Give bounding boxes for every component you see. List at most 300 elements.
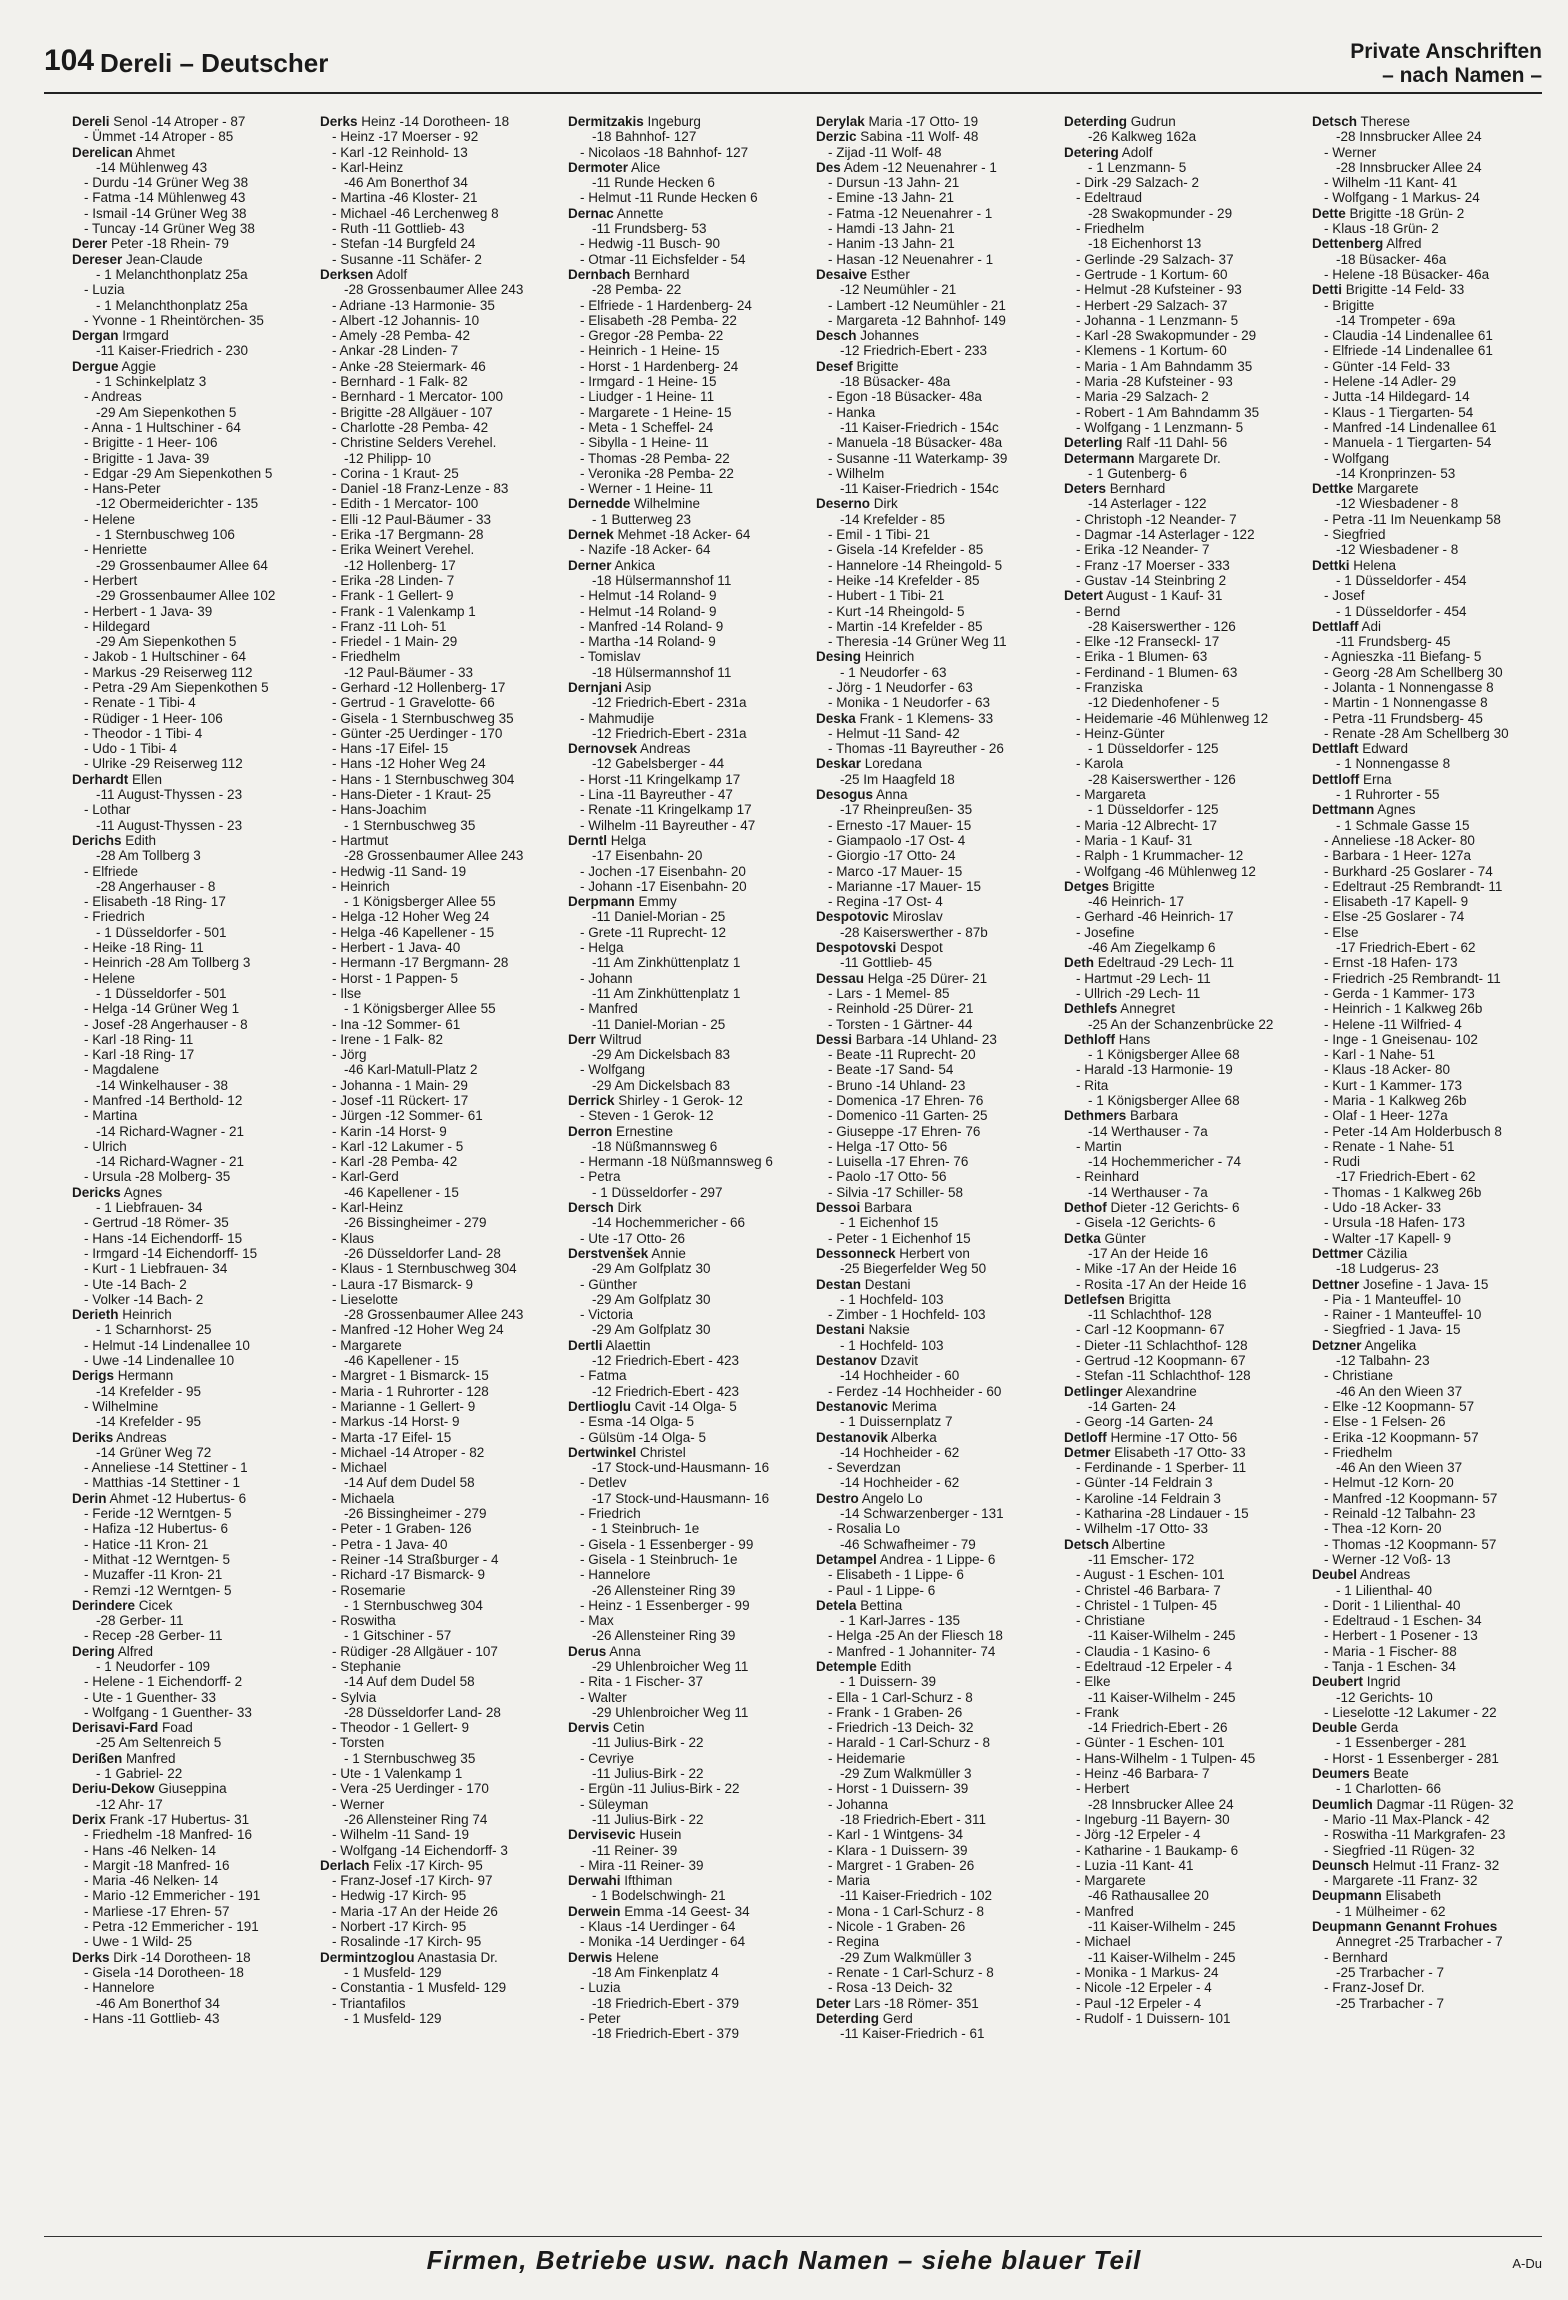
entry-text: - Mario -12 Emmericher - 191 (84, 1888, 261, 1904)
person-entry (72, 1934, 302, 1949)
person-entry (320, 129, 550, 144)
person-entry (1312, 1215, 1542, 1230)
entry-text: - Luzia -11 Kant- 41 (1076, 1857, 1194, 1873)
person-entry (568, 1781, 798, 1796)
entry-text: - Gisela -12 Gerichts- 6 (1076, 1215, 1216, 1231)
surname-entry (816, 940, 1046, 955)
surname-entry (816, 1246, 1046, 1261)
address-line (568, 1353, 798, 1368)
person-entry (1064, 405, 1294, 420)
entry-text: -26 Allensteiner Ring 39 (592, 1628, 736, 1644)
entry-text: Merima (888, 1398, 937, 1414)
person-entry (320, 1124, 550, 1139)
person-entry (568, 711, 798, 726)
surname: Dethlefs (1064, 1001, 1118, 1017)
entry-text: - Helene - 1 Eichendorff- 2 (84, 1674, 243, 1690)
entry-text: Gudrun (1127, 114, 1176, 129)
entry-text: - Margit -18 Manfred- 16 (84, 1857, 230, 1873)
entry-text: - Wolfgang -14 Eichendorff- 3 (332, 1842, 508, 1858)
entry-text: - Inge - 1 Gneisenau- 102 (1324, 1031, 1478, 1047)
entry-text: -14 Hochemmericher - 74 (1088, 1154, 1242, 1170)
entry-text: - Michael -46 Lerchenweg 8 (332, 205, 499, 221)
person-entry (320, 160, 550, 175)
person-entry (320, 741, 550, 756)
surname: Detela (816, 1597, 857, 1613)
person-entry (568, 1674, 798, 1689)
entry-text: - Fatma (580, 1368, 627, 1384)
person-entry (568, 1598, 798, 1613)
entry-text: - Erika -17 Bergmann- 28 (332, 527, 484, 543)
surname-entry (568, 527, 798, 542)
entry-text: - Luzia (84, 282, 125, 298)
person-entry (1312, 894, 1542, 909)
entry-text: -26 Kalkweg 162a (1088, 129, 1197, 145)
person-entry (72, 1552, 302, 1567)
address-line (1064, 466, 1294, 481)
entry-text: - 1 Schmale Gasse 15 (1336, 817, 1470, 833)
person-entry (568, 145, 798, 160)
person-entry (72, 389, 302, 404)
surname: Detti (1312, 282, 1342, 298)
person-entry (816, 604, 1046, 619)
entry-text: - Hannelore (84, 1980, 155, 1996)
person-entry (1064, 680, 1294, 695)
person-entry (72, 1521, 302, 1536)
surname: Derr (568, 1031, 596, 1047)
surname-entry (816, 649, 1046, 664)
entry-text: - Thomas -11 Bayreuther - 26 (828, 741, 1004, 757)
entry-text: - Wolfgang -46 Mühlenweg 12 (1076, 863, 1256, 879)
person-entry (1312, 649, 1542, 664)
person-entry (320, 1032, 550, 1047)
entry-text: - Karl -12 Lakumer - 5 (332, 1138, 464, 1154)
address-line (568, 1047, 798, 1062)
surname-entry (72, 1491, 302, 1506)
entry-text: -12 Wiesbadener - 8 (1336, 542, 1459, 558)
person-entry (816, 451, 1046, 466)
entry-text: - Ralph - 1 Krummacher- 12 (1076, 848, 1244, 864)
surname: Dergue (72, 358, 119, 374)
entry-text: - Helene (84, 970, 136, 986)
entry-text: -11 Reiner- 39 (592, 1842, 678, 1858)
entry-text: - Herbert -29 Salzach- 37 (1076, 297, 1228, 313)
surname: Derer (72, 236, 108, 252)
address-line (1064, 1047, 1294, 1062)
surname-entry (72, 114, 302, 129)
entry-text: Margarete (1353, 481, 1419, 497)
entry-text: - Süleyman (580, 1796, 649, 1812)
person-entry (568, 1430, 798, 1445)
person-entry (320, 909, 550, 924)
entry-text: - Josef (1324, 588, 1365, 604)
entry-text: - Wolfgang - 1 Lenzmann- 5 (1076, 419, 1244, 435)
surname-entry (816, 756, 1046, 771)
entry-text: - Günter -14 Feld- 33 (1324, 358, 1451, 374)
address-line (1312, 1996, 1542, 2011)
entry-text: -11 Julius-Birk - 22 (592, 1811, 704, 1827)
entry-text: - Paul -12 Erpeler - 4 (1076, 1995, 1202, 2011)
entry-text: - Olaf - 1 Heer- 127a (1324, 1108, 1448, 1124)
entry-text: - Elisabeth -18 Ring- 17 (84, 894, 226, 910)
entry-text: -11 Am Zinkhüttenplatz 1 (592, 955, 741, 971)
entry-text: Angelika (1361, 1337, 1417, 1353)
entry-text: - Elisabeth - 1 Lippe- 6 (828, 1567, 964, 1583)
entry-text: Destani (861, 1276, 911, 1292)
person-entry (816, 1720, 1046, 1735)
surname: Derksen (320, 266, 374, 282)
person-entry (1064, 1996, 1294, 2011)
entry-text: - Maria (828, 1873, 871, 1889)
person-entry (1312, 1812, 1542, 1827)
entry-text: - Gustav -14 Steinbring 2 (1076, 572, 1227, 588)
person-entry (816, 864, 1046, 879)
person-entry (816, 1690, 1046, 1705)
entry-text: -25 Trarbacher - 7 (1336, 1995, 1445, 2011)
surname: Derichs (72, 832, 122, 848)
entry-text: - 1 Melanchthonplatz 25a (96, 297, 248, 313)
entry-text: - Roswitha -11 Markgrafen- 23 (1324, 1827, 1506, 1843)
entry-text: - Emine -13 Jahn- 21 (828, 190, 955, 206)
entry-text: - Werner - 1 Heine- 11 (580, 481, 714, 497)
entry-text: Adem -12 Neuenahrer - 1 (840, 159, 997, 175)
person-entry (72, 1047, 302, 1062)
address-line (816, 1537, 1046, 1552)
person-entry (72, 451, 302, 466)
address-line (72, 267, 302, 282)
person-entry (1312, 1521, 1542, 1536)
person-entry (320, 1338, 550, 1353)
entry-text: -12 Obermeiderichter - 135 (96, 496, 259, 512)
person-entry (72, 1231, 302, 1246)
entry-text: - Erika -12 Koopmann- 57 (1324, 1429, 1479, 1445)
surname: Dericks (72, 1184, 121, 1200)
entry-text: - Rudi (1324, 1154, 1361, 1170)
address-line (1312, 129, 1542, 144)
entry-text: -17 Stock-und-Hausmann- 16 (592, 1460, 770, 1476)
surname: Deth (1064, 955, 1094, 971)
person-entry (72, 619, 302, 634)
person-entry (1312, 451, 1542, 466)
person-entry (72, 1001, 302, 1016)
entry-text: -14 Richard-Wagner - 21 (96, 1123, 245, 1139)
address-line (320, 1307, 550, 1322)
entry-text: -14 Krefelder - 95 (96, 1414, 202, 1430)
address-line (1064, 496, 1294, 511)
surname: Deters (1064, 481, 1107, 497)
entry-text: - Thea -12 Korn- 20 (1324, 1521, 1442, 1537)
surname: Derhardt (72, 771, 129, 787)
person-entry (320, 190, 550, 205)
entry-text: Bernhard (630, 266, 690, 282)
entry-text: - Ute -17 Otto- 26 (580, 1230, 686, 1246)
entry-text: - Elke -12 Koopmann- 57 (1324, 1398, 1475, 1414)
entry-text: Annegret -25 Trarbacher - 7 (1336, 1934, 1503, 1950)
entry-text: - Klemens - 1 Kortum- 60 (1076, 343, 1227, 359)
entry-text: -11 Frundsberg- 53 (592, 221, 707, 237)
person-entry (568, 864, 798, 879)
surname: Dessi (816, 1031, 853, 1047)
entry-text: -46 Karl-Matull-Platz 2 (344, 1062, 478, 1078)
person-entry (320, 1169, 550, 1184)
person-entry (320, 420, 550, 435)
entry-text: Alice (628, 159, 661, 175)
entry-text: - Erika -12 Neander- 7 (1076, 542, 1210, 558)
person-entry (320, 1843, 550, 1858)
entry-text: - Monika - 1 Markus- 24 (1076, 1964, 1219, 1980)
entry-text: Therese (1357, 114, 1411, 129)
person-entry (568, 818, 798, 833)
person-entry (72, 1537, 302, 1552)
entry-text: -11 August-Thyssen - 23 (96, 787, 243, 803)
entry-text: - Theodor - 1 Gellert- 9 (332, 1720, 470, 1736)
entry-text: - Thomas -28 Pemba- 22 (580, 450, 730, 466)
entry-text: - 1 Gitschiner - 57 (344, 1628, 452, 1644)
entry-text: - Manfred -12 Koopmann- 57 (1324, 1490, 1498, 1506)
person-entry (320, 787, 550, 802)
entry-text: - Norbert -17 Kirch- 95 (332, 1919, 467, 1935)
surname: Dettke (1312, 481, 1354, 497)
entry-text: - Gregor -28 Pemba- 22 (580, 328, 724, 344)
person-entry (1064, 175, 1294, 190)
address-line (1064, 1919, 1294, 1934)
entry-text: - Manuela - 1 Tiergarten- 54 (1324, 435, 1492, 451)
surname-entry (816, 114, 1046, 129)
person-entry (816, 1124, 1046, 1139)
entry-text: -11 Gottlieb- 45 (840, 955, 933, 971)
surname: Dereli (72, 114, 110, 129)
surname-entry (72, 1751, 302, 1766)
person-entry (72, 940, 302, 955)
entry-text: - Martin -14 Krefelder - 85 (828, 618, 983, 634)
entry-text: -11 Julius-Birk - 22 (592, 1766, 704, 1782)
section-title: Dereli – Deutscher (100, 48, 329, 78)
person-entry (320, 1430, 550, 1445)
person-entry (568, 772, 798, 787)
entry-text: - Klaus (332, 1230, 375, 1246)
address-line (1064, 1154, 1294, 1169)
entry-text: - Gisela -14 Krefelder - 85 (828, 542, 984, 558)
entry-text: -25 Am Seltenreich 5 (96, 1735, 222, 1751)
entry-text: -14 Auf dem Dudel 58 (344, 1475, 475, 1491)
entry-text: - Laura -17 Bismarck- 9 (332, 1276, 474, 1292)
address-line (568, 129, 798, 144)
entry-text: - Pia - 1 Manteuffel- 10 (1324, 1291, 1462, 1307)
person-entry (320, 1108, 550, 1123)
entry-text: - Ruth -11 Gottlieb- 43 (332, 221, 465, 237)
person-entry (72, 1215, 302, 1230)
entry-text: - Friedhelm (1324, 1444, 1393, 1460)
entry-text: - 1 Sternbuschweg 106 (96, 527, 235, 543)
person-entry (72, 1032, 302, 1047)
address-line (320, 558, 550, 573)
surname-entry (816, 160, 1046, 175)
surname: Deterling (1064, 435, 1123, 451)
address-line (1064, 1307, 1294, 1322)
entry-text: - Giorgio -17 Otto- 24 (828, 848, 956, 864)
entry-text: - Maria -46 Nelken- 14 (84, 1873, 219, 1889)
surname: Derner (568, 557, 612, 573)
person-entry (72, 649, 302, 664)
person-entry (320, 695, 550, 710)
address-line (72, 1322, 302, 1337)
address-line (72, 1996, 302, 2011)
entry-text: - Karl - 1 Nahe- 51 (1324, 1047, 1436, 1063)
surname: Des (816, 159, 841, 175)
person-entry (1312, 1399, 1542, 1414)
entry-text: -18 Friedrich-Ebert - 379 (592, 1995, 740, 2011)
person-entry (568, 481, 798, 496)
entry-text: - Domenico -11 Garten- 25 (828, 1108, 988, 1124)
entry-text: Ingeburg (643, 114, 701, 129)
entry-text: -29 Uhlenbroicher Weg 11 (592, 1704, 749, 1720)
listing-column-3 (568, 114, 798, 2186)
surname: Desing (816, 649, 862, 665)
entry-text: - Barbara - 1 Heer- 127a (1324, 848, 1472, 864)
listing-column-6 (1312, 114, 1542, 2186)
address-line (72, 1766, 302, 1781)
address-line (816, 802, 1046, 817)
entry-text: - Petra -29 Am Siepenkothen 5 (84, 679, 269, 695)
address-line (320, 1246, 550, 1261)
person-entry (1064, 925, 1294, 940)
person-entry (320, 1368, 550, 1383)
entry-text: Ahmet -12 Hubertus- 6 (106, 1490, 247, 1506)
entry-text: -25 Biegerfelder Weg 50 (840, 1261, 987, 1277)
person-entry (320, 1200, 550, 1215)
person-entry (816, 1093, 1046, 1108)
person-entry (320, 1292, 550, 1307)
entry-text: - Richard -17 Bismarck- 9 (332, 1567, 486, 1583)
entry-text: Heinz -14 Dorotheen- 18 (357, 114, 510, 129)
entry-text: - 1 Hochfeld- 103 (840, 1337, 944, 1353)
person-entry (816, 1965, 1046, 1980)
entry-text: -12 Paul-Bäumer - 33 (344, 664, 474, 680)
entry-text: - Siegfried -11 Rügen- 32 (1324, 1842, 1475, 1858)
entry-text: - Lambert -12 Neumühler - 21 (828, 297, 1006, 313)
address-line (1064, 1888, 1294, 1903)
entry-text: - Rudolf - 1 Duissern- 101 (1076, 2010, 1231, 2026)
person-entry (320, 1980, 550, 1995)
entry-text: - Gertrud - 1 Gravelotte- 66 (332, 695, 495, 711)
entry-text: - Adriane -13 Harmonie- 35 (332, 297, 495, 313)
entry-text: - Monika - 1 Neudorfer - 63 (828, 695, 991, 711)
person-entry (816, 527, 1046, 542)
entry-text: -14 Werthauser - 7a (1088, 1184, 1208, 1200)
person-entry (1312, 1368, 1542, 1383)
address-line (72, 496, 302, 511)
surname: Deriu-Dekow (72, 1781, 155, 1797)
address-line (72, 527, 302, 542)
address-line (72, 848, 302, 863)
entry-text: - Wolfgang (1324, 450, 1390, 466)
surname-entry (816, 787, 1046, 802)
entry-text: - Günther (580, 1276, 638, 1292)
directory-heading (1350, 40, 1542, 88)
surname: Dermintzoglou (320, 1949, 415, 1965)
address-line (816, 1888, 1046, 1903)
entry-text: Andreas (1357, 1567, 1411, 1583)
person-entry (1064, 1812, 1294, 1827)
entry-text: - Mario -11 Max-Planck - 42 (1324, 1811, 1490, 1827)
entry-text: -11 Daniel-Morian - 25 (592, 909, 726, 925)
surname: Derwein (568, 1903, 621, 1919)
entry-text: - Wolfgang (580, 1062, 646, 1078)
surname: Derus (568, 1643, 607, 1659)
entry-text: - Johann -17 Eisenbahn- 20 (580, 878, 747, 894)
entry-text: -29 Uhlenbroicher Weg 11 (592, 1658, 749, 1674)
entry-text: Elisabeth (1381, 1888, 1442, 1904)
surname: Derelican (72, 144, 133, 160)
entry-text: Brigitte (852, 358, 899, 374)
person-entry (1064, 1674, 1294, 1689)
surname: Despotovic (816, 909, 889, 925)
person-entry (816, 1628, 1046, 1643)
entry-text: - Magdalene (84, 1062, 160, 1078)
entry-text: - Karl-Heinz (332, 1200, 404, 1216)
person-entry (1312, 1185, 1542, 1200)
entry-text: - Karoline -14 Feldrain 3 (1076, 1490, 1221, 1506)
entry-text: - Remzi -12 Werntgen- 5 (84, 1582, 232, 1598)
person-entry (1312, 190, 1542, 205)
person-entry (72, 1108, 302, 1123)
entry-text: Maria -17 Otto- 19 (864, 114, 979, 129)
surname-entry (320, 267, 550, 282)
entry-text: - Kurt - 1 Kammer- 173 (1324, 1077, 1463, 1093)
entry-text: - Michaela (332, 1490, 395, 1506)
person-entry (816, 558, 1046, 573)
footer-rule (44, 2236, 1542, 2237)
entry-text: - Reinhold -25 Dürer- 21 (828, 1001, 974, 1017)
entry-text: - 1 Nonnengasse 8 (1336, 756, 1451, 772)
entry-text: - Gerhard -46 Heinrich- 17 (1076, 909, 1234, 925)
entry-text: Emmy (634, 894, 677, 910)
entry-text: - Heike -14 Krefelder - 85 (828, 572, 980, 588)
surname-entry (816, 1399, 1046, 1414)
person-entry (1312, 665, 1542, 680)
person-entry (816, 236, 1046, 251)
person-entry (320, 328, 550, 343)
person-entry (1312, 1843, 1542, 1858)
entry-text: Loredana (861, 756, 922, 772)
entry-text: - Manfred -14 Berthold- 12 (84, 1093, 243, 1108)
entry-text: Dirk (613, 1200, 642, 1216)
person-entry (568, 1858, 798, 1873)
person-entry (1312, 1659, 1542, 1674)
address-line (1312, 1690, 1542, 1705)
entry-text: -14 Auf dem Dudel 58 (344, 1674, 475, 1690)
address-line (320, 1674, 550, 1689)
entry-text: - Heinz-Günter (1076, 725, 1165, 741)
person-entry (568, 1169, 798, 1184)
person-entry (1312, 1292, 1542, 1307)
entry-text: - Wilhelmine (84, 1398, 159, 1414)
entry-text: - Michael (332, 1460, 387, 1476)
person-entry (320, 298, 550, 313)
surname-entry (568, 1338, 798, 1353)
entry-text: - Klaus - 1 Sternbuschweg 304 (332, 1261, 517, 1277)
person-entry (1312, 359, 1542, 374)
entry-text: - Hans-Dieter - 1 Kraut- 25 (332, 787, 492, 803)
entry-text: - Petra -12 Emmericher - 191 (84, 1919, 259, 1935)
entry-text: Adolf (373, 266, 408, 282)
entry-text: Bernhard (1106, 481, 1166, 497)
entry-text: - Charlotte -28 Pemba- 42 (332, 419, 489, 435)
entry-text: -11 August-Thyssen - 23 (96, 817, 243, 833)
surname-entry (568, 1827, 798, 1842)
person-entry (816, 221, 1046, 236)
address-line (1064, 695, 1294, 710)
entry-text: - Hubert - 1 Tibi- 21 (828, 588, 945, 604)
